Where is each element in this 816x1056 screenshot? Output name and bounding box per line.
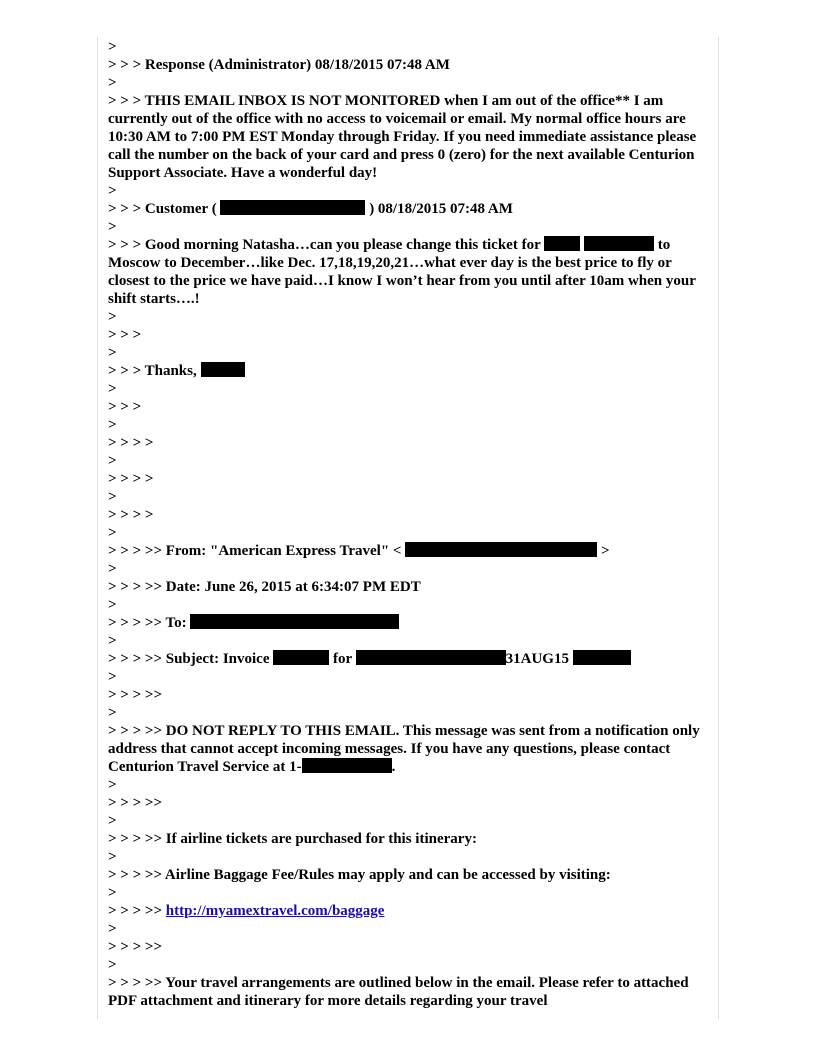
quote-marker: > <box>108 219 117 235</box>
subject-label: > > > >> Subject: Invoice <box>108 651 270 667</box>
quote-marker: > <box>108 525 117 541</box>
baggage-link-prefix: > > > >> <box>108 903 162 919</box>
response-header: > > > Response (Administrator) 08/18/2015 07:48 AM <box>108 57 450 73</box>
quote-marker: > <box>108 345 117 361</box>
baggage-fee-line: > > > >> Airline Baggage Fee/Rules may apply and can be accessed by visiting: <box>108 867 611 883</box>
quote-marker: > > > > <box>108 435 154 451</box>
quote-marker: > <box>108 849 117 865</box>
baggage-link-line <box>108 902 712 920</box>
quote-marker: > <box>108 705 117 721</box>
quote-marker: > <box>108 183 117 199</box>
quote-marker: > <box>108 669 117 685</box>
customer-message-rest: to Moscow to December…like Dec. 17,18,19,20,21…what ever day is the best price to fly or closest to the price we have paid…I know I won’t hear from you until after 10am when your shift starts….! <box>108 237 700 307</box>
quote-marker: > > > <box>108 399 142 415</box>
quote-marker: > > > <box>108 327 142 343</box>
baggage-link[interactable]: http://myamextravel.com/baggage <box>165 903 385 919</box>
customer-header <box>108 200 712 218</box>
quote-marker: > <box>108 453 117 469</box>
quote-marker: > > > >> <box>108 687 162 703</box>
no-reply-notice <box>108 722 712 776</box>
no-reply-end: . <box>391 759 396 775</box>
quote-marker: > <box>108 417 117 433</box>
quote-marker: > <box>108 381 117 397</box>
quote-marker: > <box>108 309 117 325</box>
customer-message <box>108 236 712 308</box>
customer-message-start: > > > Good morning Natasha…can you please change this ticket for <box>108 237 541 253</box>
redaction-bar <box>356 650 506 665</box>
from-label: > > > >> From: "American Express Travel" < <box>108 543 402 559</box>
subject-for: for <box>332 651 352 667</box>
quote-marker: > <box>108 597 117 613</box>
auto-reply-text: > > > THIS EMAIL INBOX IS NOT MONITORED when I am out of the office** I am currently out of the office with no access to voicemail or email. My normal office hours are 10:30 AM to 7:00 PM EST Monday through Friday. If you need immediate assistance please call the number on the back of your card and press 0 (zero) for the next available Centurion Support Associate. Have a wonderful day! <box>108 93 700 181</box>
quote-marker: > <box>108 561 117 577</box>
thanks-text: > > > Thanks, <box>108 363 197 379</box>
quote-marker: > > > >> <box>108 939 162 955</box>
from-header <box>108 542 712 560</box>
thanks-line <box>108 362 712 380</box>
no-reply-text: > > > >> DO NOT REPLY TO THIS EMAIL. This message was sent from a notification only address that cannot accept incoming messages. If you have any questions, please contact Centurion Travel Service at 1- <box>108 723 704 775</box>
redaction-bar <box>405 542 597 557</box>
customer-header-prefix: > > > Customer ( <box>108 201 217 217</box>
redaction-bar <box>273 650 329 665</box>
email-body <box>108 38 712 1010</box>
quote-marker: > <box>108 39 117 55</box>
quote-marker: > <box>108 885 117 901</box>
redaction-bar <box>190 614 399 629</box>
redaction-bar <box>584 236 654 251</box>
airline-tickets-line: > > > >> If airline tickets are purchased for this itinerary: <box>108 831 477 847</box>
redaction-bar <box>573 650 631 665</box>
quote-marker: > <box>108 633 117 649</box>
from-close: > <box>600 543 610 559</box>
redaction-bar <box>302 758 392 773</box>
quote-marker: > > > >> <box>108 795 162 811</box>
to-label: > > > >> To: <box>108 615 187 631</box>
quote-marker: > <box>108 489 117 505</box>
quote-marker: > <box>108 921 117 937</box>
redaction-bar <box>201 362 245 377</box>
to-header <box>108 614 712 632</box>
redaction-bar <box>220 200 365 215</box>
travel-arrangements-text: > > > >> Your travel arrangements are outlined below in the email. Please refer to attached PDF attachment and itinerary for more details regarding your travel <box>108 975 693 1009</box>
date-header: > > > >> Date: June 26, 2015 at 6:34:07 PM EDT <box>108 579 421 595</box>
quote-marker: > <box>108 813 117 829</box>
quote-marker: > <box>108 777 117 793</box>
subject-date: 31AUG15 <box>505 651 569 667</box>
subject-header <box>108 650 712 668</box>
redaction-bar <box>544 236 580 251</box>
quote-marker: > > > > <box>108 471 154 487</box>
quote-marker: > <box>108 75 117 91</box>
quote-marker: > > > > <box>108 507 154 523</box>
customer-header-suffix: ) 08/18/2015 07:48 AM <box>369 201 513 217</box>
quote-marker: > <box>108 957 117 973</box>
